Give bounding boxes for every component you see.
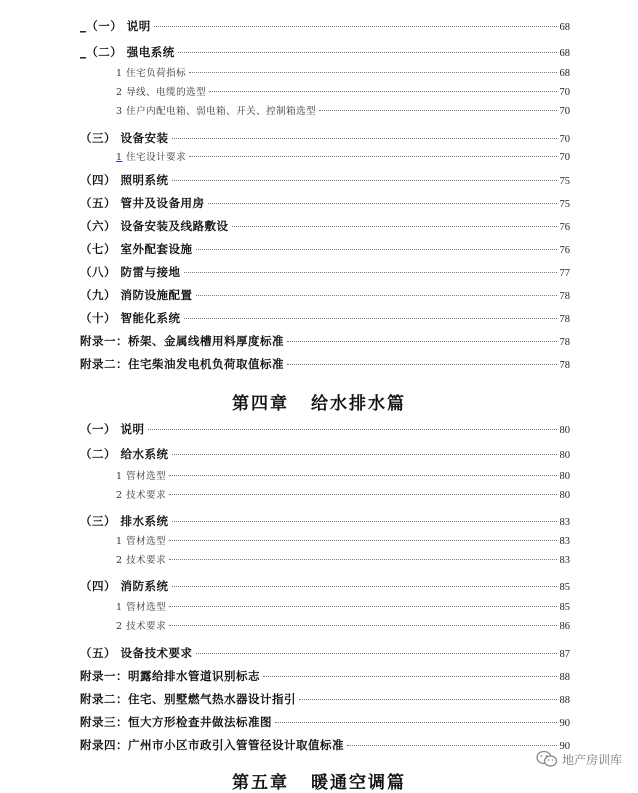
leader-dots [172, 586, 557, 587]
entry-page: 80 [559, 450, 570, 461]
entry-page: 80 [559, 471, 570, 482]
leader-dots [319, 110, 556, 111]
entry-page: 70 [559, 106, 570, 117]
entry-label: 附录一：桥架、金属线槽用料厚度标准 [80, 334, 284, 348]
toc-subentry[interactable] [80, 103, 570, 117]
entry-label: 住宅设计要求 [126, 152, 187, 163]
entry-label: （二） 强电系统 [86, 45, 175, 59]
entry-page: 90 [559, 741, 570, 752]
leader-dots [287, 341, 557, 342]
leader-dots [196, 295, 557, 296]
entry-page: 83 [559, 517, 570, 528]
toc-entry[interactable] [80, 18, 570, 34]
entry-label: 1 管材选型 [116, 471, 167, 482]
leader-dots [178, 52, 557, 53]
entry-label: 附录二：住宅柴油发电机负荷取值标准 [80, 357, 284, 371]
entry-page: 90 [559, 718, 570, 729]
toc-entry[interactable] [80, 668, 570, 684]
leader-dots [208, 203, 557, 204]
entry-page: 80 [559, 425, 570, 436]
leader-dots [263, 676, 557, 677]
entry-page: 78 [559, 291, 570, 302]
toc-entry[interactable] [80, 513, 570, 529]
toc-entry[interactable] [80, 645, 570, 661]
leader-dots [148, 429, 557, 430]
leader-dots [169, 559, 556, 560]
entry-page: 88 [559, 695, 570, 706]
entry-label: （六） 设备安装及线路敷设 [80, 219, 229, 233]
entry-label: （七） 室外配套设施 [80, 242, 193, 256]
leader-dots [275, 722, 557, 723]
chapter-heading[interactable]: 第四章 给水排水篇 [232, 394, 406, 414]
entry-label: 3 住户内配电箱、弱电箱、开关、控制箱选型 [116, 106, 317, 117]
toc-entry[interactable] [80, 172, 570, 188]
entry-label: 2 技术要求 [116, 490, 167, 501]
entry-page: 75 [559, 176, 570, 187]
entry-label: （三） 排水系统 [80, 514, 169, 528]
toc-subentry[interactable] [80, 149, 570, 163]
entry-label: （四） 消防系统 [80, 579, 169, 593]
leader-dots [287, 364, 557, 365]
toc-entry[interactable] [80, 446, 570, 462]
entry-page: 87 [559, 649, 570, 660]
wechat-icon [536, 750, 558, 768]
leader-dots [347, 745, 557, 746]
toc-entry[interactable] [80, 241, 570, 257]
entry-label: （五） 管井及设备用房 [80, 196, 205, 210]
leader-dots [232, 226, 557, 227]
leader-dots [209, 91, 556, 92]
entry-page: 85 [559, 582, 570, 593]
leader-dots [299, 699, 557, 700]
leader-dots [172, 180, 557, 181]
entry-prefix: _ [80, 45, 87, 59]
entry-page: 70 [559, 152, 570, 163]
entry-label: 2 导线、电缆的选型 [116, 87, 207, 98]
entry-label: 1 管材选型 [116, 602, 167, 613]
entry-label: 附录一：明露给排水管道识别标志 [80, 669, 260, 683]
entry-label: （二） 给水系统 [80, 447, 169, 461]
entry-prefix: _ [80, 19, 87, 33]
entry-page: 68 [559, 68, 570, 79]
leader-dots [184, 318, 557, 319]
entry-label: 2 技术要求 [116, 621, 167, 632]
entry-page: 77 [559, 268, 570, 279]
entry-label: 附录二：住宅、别墅燃气热水器设计指引 [80, 692, 296, 706]
entry-page: 80 [559, 490, 570, 501]
entry-label: （一） 说明 [80, 422, 145, 436]
leader-dots [169, 540, 556, 541]
entry-page: 78 [559, 314, 570, 325]
toc-subentry[interactable] [80, 468, 570, 482]
toc-entry[interactable] [80, 421, 570, 437]
entry-page: 83 [559, 536, 570, 547]
entry-label: 1 住宅负荷指标 [116, 68, 187, 79]
entry-page: 75 [559, 199, 570, 210]
toc-entry[interactable] [80, 44, 570, 60]
toc-subentry[interactable] [80, 65, 570, 79]
toc-subentry[interactable] [80, 599, 570, 613]
toc-entry[interactable] [80, 310, 570, 326]
entry-label: 1 管材选型 [116, 536, 167, 547]
entry-page: 78 [559, 337, 570, 348]
toc-subentry[interactable] [80, 552, 570, 566]
entry-label: （八） 防雷与接地 [80, 265, 181, 279]
toc-entry[interactable] [80, 218, 570, 234]
entry-page: 68 [559, 48, 570, 59]
watermark [536, 750, 622, 768]
toc-entry[interactable] [80, 195, 570, 211]
toc-subentry[interactable] [80, 487, 570, 501]
toc-subentry[interactable] [80, 533, 570, 547]
leader-dots [172, 521, 557, 522]
chapter-heading[interactable]: 第五章 暖通空调篇 [232, 773, 406, 793]
toc-entry[interactable] [80, 333, 570, 349]
leader-dots [189, 72, 556, 73]
entry-label: （四） 照明系统 [80, 173, 169, 187]
entry-page: 78 [559, 360, 570, 371]
toc-entry[interactable] [80, 264, 570, 280]
leader-dots [169, 475, 556, 476]
leader-dots [169, 494, 556, 495]
entry-label: 2 技术要求 [116, 555, 167, 566]
entry-label: 附录三：恒大方形检查井做法标准图 [80, 715, 272, 729]
leader-dots [172, 454, 557, 455]
toc-entry[interactable] [80, 356, 570, 372]
toc-entry[interactable] [80, 578, 570, 594]
entry-page: 85 [559, 602, 570, 613]
entry-label: 附录四：广州市小区市政引入管管径设计取值标准 [80, 738, 344, 752]
entry-label: （一） 说明 [86, 19, 151, 33]
entry-label: （五） 设备技术要求 [80, 646, 193, 660]
entry-number: 1 [116, 152, 123, 163]
entry-label: （十） 智能化系统 [80, 311, 181, 325]
toc-subentry[interactable] [80, 618, 570, 632]
entry-label: （三） 设备安装 [80, 131, 169, 145]
toc-entry[interactable] [80, 691, 570, 707]
toc-entry[interactable] [80, 714, 570, 730]
toc-entry[interactable] [80, 130, 570, 146]
toc-entry[interactable] [80, 287, 570, 303]
watermark-text: 地产房训库 [561, 752, 622, 767]
entry-page: 70 [559, 134, 570, 145]
toc-entry[interactable] [80, 737, 570, 753]
leader-dots [169, 625, 556, 626]
entry-page: 76 [559, 222, 570, 233]
entry-page: 70 [559, 87, 570, 98]
leader-dots [169, 606, 556, 607]
leader-dots [154, 26, 557, 27]
toc-subentry[interactable] [80, 84, 570, 98]
leader-dots [196, 249, 557, 250]
entry-page: 76 [559, 245, 570, 256]
leader-dots [189, 156, 556, 157]
entry-page: 83 [559, 555, 570, 566]
entry-page: 68 [559, 22, 570, 33]
leader-dots [184, 272, 557, 273]
entry-page: 88 [559, 672, 570, 683]
entry-label: （九） 消防设施配置 [80, 288, 193, 302]
leader-dots [196, 653, 557, 654]
entry-page: 86 [559, 621, 570, 632]
leader-dots [172, 138, 557, 139]
